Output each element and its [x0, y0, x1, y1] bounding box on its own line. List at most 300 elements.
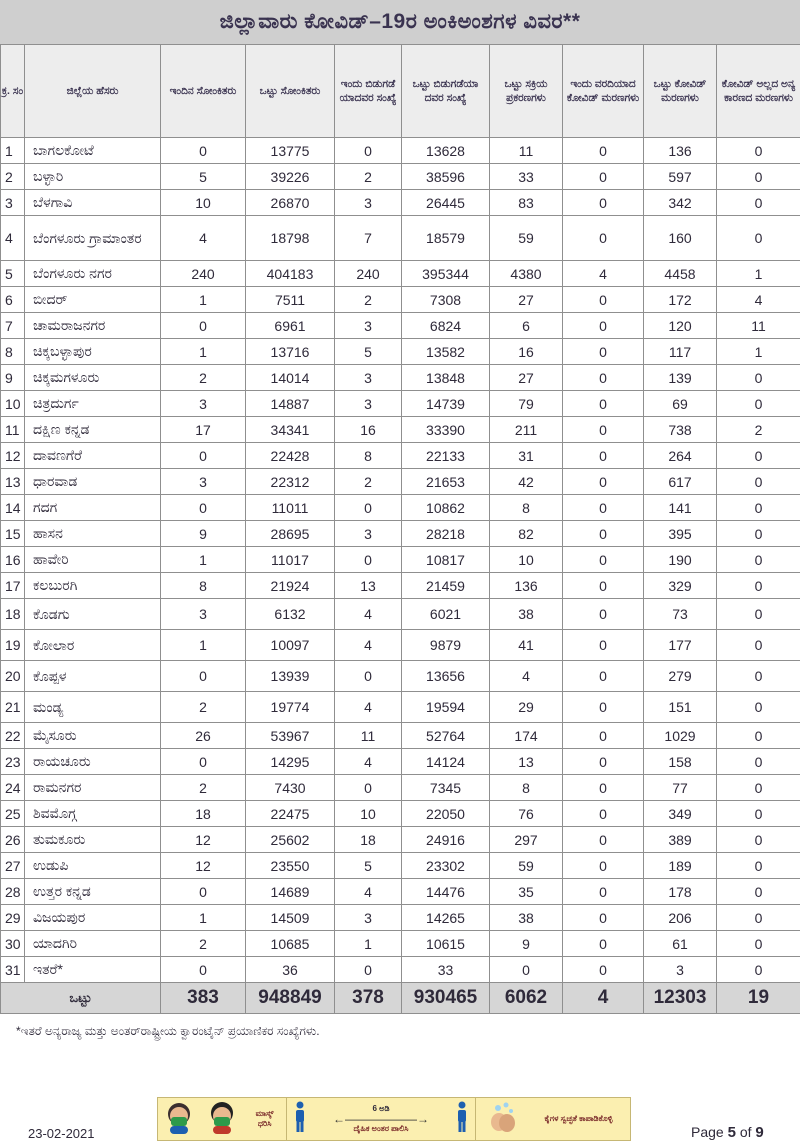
cell-active-cases: 297 — [490, 827, 563, 853]
cell-today-discharged: 18 — [335, 827, 402, 853]
cell-non-covid-deaths: 0 — [717, 216, 800, 261]
cell-today-discharged: 10 — [335, 801, 402, 827]
person-icon — [455, 1101, 469, 1138]
table-row — [1, 339, 800, 365]
cell-total-positive: 14014 — [246, 365, 335, 391]
cell-today-positive: 5 — [161, 164, 246, 190]
cell-sl-no: 28 — [1, 879, 25, 905]
page-prefix: Page — [691, 1124, 724, 1140]
cell-active-cases: 0 — [490, 957, 563, 983]
cell-sl-no: 1 — [1, 138, 25, 164]
cell-total-deaths: 264 — [644, 443, 717, 469]
cell-total-positive: 14887 — [246, 391, 335, 417]
cell-non-covid-deaths: 0 — [717, 879, 800, 905]
cell-today-deaths: 0 — [563, 138, 644, 164]
cell-active-cases: 33 — [490, 164, 563, 190]
cell-total-discharged: 18579 — [402, 216, 490, 261]
cell-total-deaths: 120 — [644, 313, 717, 339]
table-row — [1, 905, 800, 931]
cell-sl-no: 27 — [1, 853, 25, 879]
cell-today-deaths: 0 — [563, 630, 644, 661]
table-row — [1, 661, 800, 692]
handwash-text: ಕೈಗಳ ಸ್ವಚ್ಛತೆ ಕಾಪಾಡಿಕೊಳ್ಳಿ — [544, 1114, 613, 1123]
cell-non-covid-deaths: 2 — [717, 417, 800, 443]
cell-active-cases: 136 — [490, 573, 563, 599]
cell-total-discharged: 19594 — [402, 692, 490, 723]
cell-non-covid-deaths: 0 — [717, 391, 800, 417]
masked-face-icon — [164, 1100, 194, 1139]
double-arrow-icon: ←――――――→ — [333, 1112, 429, 1126]
cell-sl-no: 4 — [1, 216, 25, 261]
cell-district-name: ದಕ್ಷಿಣ ಕನ್ನಡ — [25, 417, 161, 443]
cell-today-positive: 0 — [161, 661, 246, 692]
cell-active-cases: 35 — [490, 879, 563, 905]
cell-total-positive: 11011 — [246, 495, 335, 521]
cell-total-discharged: 13656 — [402, 661, 490, 692]
cell-today-positive: 17 — [161, 417, 246, 443]
cell-active-cases: 8 — [490, 495, 563, 521]
cell-total-positive: 19774 — [246, 692, 335, 723]
cell-today-positive: 2 — [161, 931, 246, 957]
page-current: 5 — [727, 1124, 736, 1141]
cell-non-covid-deaths: 0 — [717, 853, 800, 879]
cell-today-deaths: 0 — [563, 599, 644, 630]
cell-total-deaths: 141 — [644, 495, 717, 521]
cell-sl-no: 25 — [1, 801, 25, 827]
covid-district-table — [0, 44, 800, 1014]
cell-sl-no: 16 — [1, 547, 25, 573]
cell-non-covid-deaths: 0 — [717, 599, 800, 630]
cell-today-discharged: 4 — [335, 630, 402, 661]
cell-today-deaths: 0 — [563, 521, 644, 547]
cell-non-covid-deaths: 4 — [717, 287, 800, 313]
table-body — [1, 138, 800, 983]
cell-today-positive: 2 — [161, 365, 246, 391]
cell-district-name: ಚಿಕ್ಕಮಗಳೂರು — [25, 365, 161, 391]
cell-today-deaths: 0 — [563, 164, 644, 190]
cell-today-deaths: 0 — [563, 495, 644, 521]
cell-total-positive: 25602 — [246, 827, 335, 853]
cell-total-deaths: 172 — [644, 287, 717, 313]
cell-total-discharged: 22133 — [402, 443, 490, 469]
table-row — [1, 521, 800, 547]
cell-today-deaths: 0 — [563, 879, 644, 905]
cell-total-deaths: 189 — [644, 853, 717, 879]
cell-active-cases: 4380 — [490, 261, 563, 287]
cell-active-cases: 42 — [490, 469, 563, 495]
cell-today-positive: 3 — [161, 391, 246, 417]
cell-today-discharged: 5 — [335, 853, 402, 879]
cell-total-deaths: 329 — [644, 573, 717, 599]
cell-total-positive: 23550 — [246, 853, 335, 879]
cell-today-discharged: 3 — [335, 313, 402, 339]
cell-total-discharged: 7345 — [402, 775, 490, 801]
total-today-discharged: 378 — [335, 983, 402, 1014]
cell-total-deaths: 73 — [644, 599, 717, 630]
cell-total-positive: 21924 — [246, 573, 335, 599]
cell-total-discharged: 52764 — [402, 723, 490, 749]
cell-today-positive: 1 — [161, 547, 246, 573]
cell-non-covid-deaths: 0 — [717, 749, 800, 775]
cell-non-covid-deaths: 0 — [717, 138, 800, 164]
total-total-discharged: 930465 — [402, 983, 490, 1014]
cell-today-positive: 3 — [161, 469, 246, 495]
cell-total-discharged: 10615 — [402, 931, 490, 957]
cell-sl-no: 23 — [1, 749, 25, 775]
cell-today-discharged: 11 — [335, 723, 402, 749]
cell-active-cases: 38 — [490, 599, 563, 630]
cell-total-positive: 7430 — [246, 775, 335, 801]
cell-active-cases: 10 — [490, 547, 563, 573]
cell-district-name: ಕೊಪ್ಪಳ — [25, 661, 161, 692]
cell-active-cases: 6 — [490, 313, 563, 339]
cell-district-name: ಧಾರವಾಡ — [25, 469, 161, 495]
cell-active-cases: 211 — [490, 417, 563, 443]
cell-today-deaths: 0 — [563, 469, 644, 495]
cell-total-deaths: 177 — [644, 630, 717, 661]
footnote: *ಇತರೆ ಅನ್ಯರಾಜ್ಯ ಮತ್ತು ಅಂತರ್‌ರಾಷ್ಟ್ರೀಯ ಕ್ವಾರಂಟೈನ್ ಪ್ರಯಾಣಿಕರ ಸಂಖ್ಯೆಗಳು. — [16, 1024, 320, 1038]
cell-sl-no: 15 — [1, 521, 25, 547]
table-row — [1, 261, 800, 287]
table-row — [1, 827, 800, 853]
page-total: 9 — [755, 1124, 764, 1141]
cell-district-name: ಮಂಡ್ಯ — [25, 692, 161, 723]
cell-today-discharged: 0 — [335, 547, 402, 573]
cell-sl-no: 2 — [1, 164, 25, 190]
cell-total-discharged: 13628 — [402, 138, 490, 164]
cell-total-deaths: 597 — [644, 164, 717, 190]
cell-today-discharged: 3 — [335, 365, 402, 391]
cell-total-discharged: 38596 — [402, 164, 490, 190]
cell-total-positive: 404183 — [246, 261, 335, 287]
cell-today-deaths: 0 — [563, 391, 644, 417]
cell-today-deaths: 0 — [563, 287, 644, 313]
total-non-covid-deaths: 19 — [717, 983, 800, 1014]
cell-today-positive: 1 — [161, 630, 246, 661]
distance-text: ದೈಹಿಕ ಅಂತರ ಪಾಲಿಸಿ — [353, 1124, 409, 1133]
cell-non-covid-deaths: 0 — [717, 547, 800, 573]
cell-today-positive: 8 — [161, 573, 246, 599]
cell-active-cases: 38 — [490, 905, 563, 931]
cell-total-positive: 13939 — [246, 661, 335, 692]
col-header-non-covid-deaths: ಕೋವಿಡ್ ಅಲ್ಲದ ಅನ್ಯ ಕಾರಣದ ಮರಣಗಳು — [717, 45, 800, 138]
cell-total-positive: 53967 — [246, 723, 335, 749]
cell-total-deaths: 151 — [644, 692, 717, 723]
table-row — [1, 365, 800, 391]
cell-non-covid-deaths: 0 — [717, 723, 800, 749]
cell-total-discharged: 14476 — [402, 879, 490, 905]
cell-today-deaths: 0 — [563, 775, 644, 801]
table-row — [1, 287, 800, 313]
cell-active-cases: 4 — [490, 661, 563, 692]
col-header-today-discharged: ಇಂದು ಬಿಡುಗಡೆ ಯಾದವರ ಸಂಖ್ಯೆ — [335, 45, 402, 138]
cell-total-discharged: 33 — [402, 957, 490, 983]
page-title: ಜಿಲ್ಲಾವಾರು ಕೋವಿಡ್–19ರ ಅಂಕಿಅಂಶಗಳ ವಿವರ** — [0, 0, 800, 45]
cell-today-deaths: 0 — [563, 443, 644, 469]
cell-non-covid-deaths: 1 — [717, 339, 800, 365]
table-row — [1, 630, 800, 661]
cell-district-name: ರಾಯಚೂರು — [25, 749, 161, 775]
cell-sl-no: 9 — [1, 365, 25, 391]
cell-today-positive: 0 — [161, 138, 246, 164]
cell-total-discharged: 33390 — [402, 417, 490, 443]
cell-today-deaths: 0 — [563, 692, 644, 723]
cell-today-positive: 9 — [161, 521, 246, 547]
cell-sl-no: 13 — [1, 469, 25, 495]
cell-total-discharged: 24916 — [402, 827, 490, 853]
cell-total-discharged: 21653 — [402, 469, 490, 495]
cell-sl-no: 11 — [1, 417, 25, 443]
table-row — [1, 573, 800, 599]
cell-total-deaths: 117 — [644, 339, 717, 365]
cell-district-name: ಬೀದರ್ — [25, 287, 161, 313]
cell-sl-no: 12 — [1, 443, 25, 469]
cell-total-discharged: 14739 — [402, 391, 490, 417]
cell-total-discharged: 26445 — [402, 190, 490, 216]
cell-today-positive: 3 — [161, 599, 246, 630]
cell-district-name: ಬೆಳಗಾವಿ — [25, 190, 161, 216]
cell-active-cases: 13 — [490, 749, 563, 775]
cell-total-positive: 28695 — [246, 521, 335, 547]
cell-non-covid-deaths: 0 — [717, 827, 800, 853]
cell-district-name: ಕೊಡಗು — [25, 599, 161, 630]
cell-total-positive: 18798 — [246, 216, 335, 261]
cell-total-positive: 10097 — [246, 630, 335, 661]
cell-district-name: ರಾಮನಗರ — [25, 775, 161, 801]
cell-today-deaths: 0 — [563, 801, 644, 827]
cell-today-deaths: 0 — [563, 749, 644, 775]
cell-sl-no: 8 — [1, 339, 25, 365]
cell-district-name: ಕೋಲಾರ — [25, 630, 161, 661]
cell-total-positive: 10685 — [246, 931, 335, 957]
cell-total-positive: 6961 — [246, 313, 335, 339]
cell-total-deaths: 69 — [644, 391, 717, 417]
cell-total-discharged: 10862 — [402, 495, 490, 521]
cell-today-positive: 0 — [161, 957, 246, 983]
cell-today-discharged: 3 — [335, 521, 402, 547]
cell-total-positive: 7511 — [246, 287, 335, 313]
distance-value: 6 ಅಡಿ — [372, 1104, 390, 1113]
cell-total-deaths: 160 — [644, 216, 717, 261]
cell-today-discharged: 0 — [335, 957, 402, 983]
cell-total-positive: 14509 — [246, 905, 335, 931]
cell-total-deaths: 3 — [644, 957, 717, 983]
table-row — [1, 495, 800, 521]
total-today-positive: 383 — [161, 983, 246, 1014]
cell-total-deaths: 77 — [644, 775, 717, 801]
cell-district-name: ಗದಗ — [25, 495, 161, 521]
cell-today-deaths: 0 — [563, 547, 644, 573]
cell-district-name: ಬಾಗಲಕೋಟೆ — [25, 138, 161, 164]
cell-total-deaths: 279 — [644, 661, 717, 692]
cell-today-discharged: 3 — [335, 190, 402, 216]
total-row — [1, 983, 800, 1014]
page-of: of — [739, 1124, 752, 1140]
table-row — [1, 469, 800, 495]
cell-active-cases: 9 — [490, 931, 563, 957]
cell-today-deaths: 0 — [563, 365, 644, 391]
cell-non-covid-deaths: 0 — [717, 469, 800, 495]
cell-total-positive: 22475 — [246, 801, 335, 827]
cell-today-discharged: 8 — [335, 443, 402, 469]
cell-total-discharged: 13582 — [402, 339, 490, 365]
cell-today-deaths: 0 — [563, 313, 644, 339]
cell-total-deaths: 139 — [644, 365, 717, 391]
cell-sl-no: 22 — [1, 723, 25, 749]
table-row — [1, 216, 800, 261]
cell-sl-no: 19 — [1, 630, 25, 661]
cell-today-discharged: 3 — [335, 391, 402, 417]
cell-today-deaths: 4 — [563, 261, 644, 287]
col-header-sl: ಕ್ರ. ಸಂ — [1, 45, 25, 138]
cell-non-covid-deaths: 0 — [717, 190, 800, 216]
cell-total-positive: 36 — [246, 957, 335, 983]
cell-total-positive: 13716 — [246, 339, 335, 365]
cell-total-deaths: 136 — [644, 138, 717, 164]
cell-district-name: ತುಮಕೂರು — [25, 827, 161, 853]
table-row — [1, 931, 800, 957]
distance-segment — [286, 1098, 476, 1140]
cell-non-covid-deaths: 0 — [717, 443, 800, 469]
table-row — [1, 190, 800, 216]
cell-today-positive: 18 — [161, 801, 246, 827]
cell-total-positive: 34341 — [246, 417, 335, 443]
safety-banner — [157, 1097, 631, 1141]
cell-active-cases: 16 — [490, 339, 563, 365]
cell-today-positive: 1 — [161, 287, 246, 313]
col-header-total-discharged: ಒಟ್ಟು ಬಿಡುಗಡೆಯಾ ದವರ ಸಂಖ್ಯೆ — [402, 45, 490, 138]
cell-today-deaths: 0 — [563, 957, 644, 983]
cell-total-discharged: 6021 — [402, 599, 490, 630]
col-header-total-deaths: ಒಟ್ಟು ಕೋವಿಡ್ ಮರಣಗಳು — [644, 45, 717, 138]
cell-today-positive: 0 — [161, 495, 246, 521]
cell-total-discharged: 10817 — [402, 547, 490, 573]
cell-district-name: ಹಾವೇರಿ — [25, 547, 161, 573]
cell-active-cases: 41 — [490, 630, 563, 661]
cell-today-deaths: 0 — [563, 931, 644, 957]
cell-total-deaths: 342 — [644, 190, 717, 216]
cell-total-deaths: 4458 — [644, 261, 717, 287]
cell-district-name: ಶಿವಮೊಗ್ಗ — [25, 801, 161, 827]
cell-total-deaths: 395 — [644, 521, 717, 547]
cell-today-positive: 12 — [161, 827, 246, 853]
report-date: 23-02-2021 — [28, 1126, 95, 1141]
distance-info — [333, 1104, 429, 1134]
table-row — [1, 879, 800, 905]
cell-non-covid-deaths: 0 — [717, 905, 800, 931]
table-row — [1, 749, 800, 775]
total-today-deaths: 4 — [563, 983, 644, 1014]
cell-active-cases: 31 — [490, 443, 563, 469]
cell-non-covid-deaths: 0 — [717, 775, 800, 801]
cell-district-name: ವಿಜಯಪುರ — [25, 905, 161, 931]
cell-today-deaths: 0 — [563, 573, 644, 599]
cell-today-discharged: 5 — [335, 339, 402, 365]
cell-today-positive: 10 — [161, 190, 246, 216]
cell-sl-no: 5 — [1, 261, 25, 287]
cell-today-deaths: 0 — [563, 339, 644, 365]
cell-district-name: ಉತ್ತರ ಕನ್ನಡ — [25, 879, 161, 905]
handwash-segment — [476, 1098, 628, 1140]
handwash-icon — [486, 1100, 520, 1139]
cell-sl-no: 31 — [1, 957, 25, 983]
cell-district-name: ಇತರೆ* — [25, 957, 161, 983]
cell-total-deaths: 389 — [644, 827, 717, 853]
cell-active-cases: 11 — [490, 138, 563, 164]
cell-active-cases: 79 — [490, 391, 563, 417]
cell-sl-no: 21 — [1, 692, 25, 723]
col-header-district: ಜಿಲ್ಲೆಯ ಹೆಸರು — [25, 45, 161, 138]
cell-total-deaths: 61 — [644, 931, 717, 957]
cell-district-name: ಉಡುಪಿ — [25, 853, 161, 879]
cell-total-deaths: 349 — [644, 801, 717, 827]
total-total-positive: 948849 — [246, 983, 335, 1014]
person-icon — [293, 1101, 307, 1138]
table-row — [1, 391, 800, 417]
cell-active-cases: 29 — [490, 692, 563, 723]
cell-active-cases: 27 — [490, 287, 563, 313]
cell-today-positive: 0 — [161, 313, 246, 339]
cell-non-covid-deaths: 0 — [717, 801, 800, 827]
cell-district-name: ಹಾಸನ — [25, 521, 161, 547]
cell-today-deaths: 0 — [563, 853, 644, 879]
table-row — [1, 599, 800, 630]
total-label: ಒಟ್ಟು — [1, 983, 161, 1014]
cell-total-positive: 14689 — [246, 879, 335, 905]
cell-non-covid-deaths: 1 — [717, 261, 800, 287]
mask-segment — [158, 1098, 286, 1140]
cell-district-name: ಚಿತ್ರದುರ್ಗ — [25, 391, 161, 417]
cell-today-discharged: 2 — [335, 164, 402, 190]
table-row — [1, 164, 800, 190]
cell-non-covid-deaths: 0 — [717, 630, 800, 661]
cell-total-discharged: 22050 — [402, 801, 490, 827]
col-header-today-positive: ಇಂದಿನ ಸೋಂಕಿತರು — [161, 45, 246, 138]
cell-total-positive: 22428 — [246, 443, 335, 469]
cell-today-discharged: 2 — [335, 469, 402, 495]
cell-total-discharged: 7308 — [402, 287, 490, 313]
cell-today-discharged: 0 — [335, 775, 402, 801]
cell-non-covid-deaths: 11 — [717, 313, 800, 339]
cell-total-deaths: 178 — [644, 879, 717, 905]
cell-sl-no: 10 — [1, 391, 25, 417]
cell-today-discharged: 2 — [335, 287, 402, 313]
cell-active-cases: 8 — [490, 775, 563, 801]
cell-sl-no: 26 — [1, 827, 25, 853]
cell-total-discharged: 6824 — [402, 313, 490, 339]
cell-non-covid-deaths: 0 — [717, 495, 800, 521]
cell-district-name: ಬಳ್ಳಾರಿ — [25, 164, 161, 190]
cell-today-deaths: 0 — [563, 417, 644, 443]
cell-today-discharged: 0 — [335, 138, 402, 164]
cell-total-discharged: 14265 — [402, 905, 490, 931]
cell-total-positive: 22312 — [246, 469, 335, 495]
cell-total-discharged: 395344 — [402, 261, 490, 287]
cell-today-discharged: 7 — [335, 216, 402, 261]
cell-active-cases: 82 — [490, 521, 563, 547]
cell-sl-no: 30 — [1, 931, 25, 957]
cell-non-covid-deaths: 0 — [717, 521, 800, 547]
cell-active-cases: 76 — [490, 801, 563, 827]
cell-total-positive: 6132 — [246, 599, 335, 630]
table-row — [1, 417, 800, 443]
cell-today-positive: 2 — [161, 775, 246, 801]
cell-today-positive: 240 — [161, 261, 246, 287]
cell-today-deaths: 0 — [563, 723, 644, 749]
cell-non-covid-deaths: 0 — [717, 365, 800, 391]
cell-total-deaths: 190 — [644, 547, 717, 573]
table-row — [1, 443, 800, 469]
